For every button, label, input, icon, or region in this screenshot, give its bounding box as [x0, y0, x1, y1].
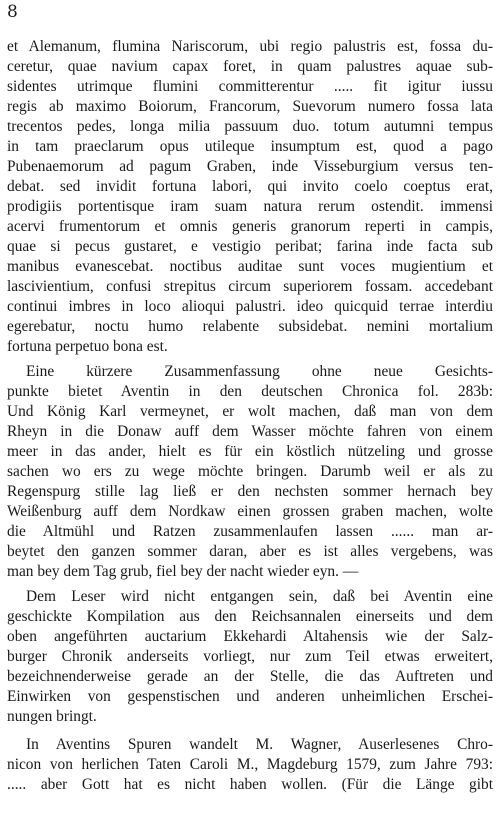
- text-line: oben angeführten auctarium Ekkehardi Altahensis wie der Salz-: [7, 628, 493, 645]
- text-line: prodigiis portentisque iram suam natura rerum ostendit. immensi: [7, 198, 493, 215]
- text-line: Regenspurg stille lag ließ er den nechsten sommer hernach bey: [7, 483, 493, 500]
- text-line: acervi frumentorum et omnis generis granorum reperti in campis,: [7, 218, 493, 235]
- text-line: et Alemanum, flumina Nariscorum, ubi regio palustris est, fossa du-: [7, 38, 493, 55]
- text-line: Rheyn in die Donaw auff dem Wasser möchte fahren von einem: [7, 423, 493, 440]
- text-line: nungen bringt.: [7, 708, 97, 725]
- text-line: debat. sed invidit fortuna labori, qui invito coelo coeptus erat,: [7, 178, 493, 195]
- text-line: ceretur, quae navium capax foret, in quam palustres aquae sub-: [7, 58, 493, 75]
- text-line: manibus evanescebat. noctibus auditae sunt voces mugientium et: [7, 258, 493, 275]
- text-line: burger Chronik anderseits vorliegt, nur zum Teil etwas erweitert,: [7, 648, 493, 665]
- text-line: punkte bietet Aventin in den deutschen Chronica fol. 283b:: [7, 383, 493, 400]
- text-line: sidentes utrimque flumini committerentur ..... fit igitur iussu: [7, 78, 493, 95]
- text-line: in tam praeclarum opus utileque insumptum est, quod a pago: [7, 138, 493, 155]
- text-line: ..... aber Gott hat es nicht haben wollen. (Für die Länge gibt: [7, 776, 493, 793]
- text-line: beytet den ganzen sommer daran, aber es ist alles vergebens, was: [7, 543, 493, 560]
- text-line: Einwirken von gespenstischen und anderen unheimlichen Erschei-: [7, 688, 493, 705]
- text-line: nicon von herlichen Taten Caroli M., Magdeburg 1579, zum Jahre 793:: [7, 756, 493, 773]
- page-number: 8: [7, 2, 18, 22]
- text-line: bezeichnenderweise gerade an der Stelle, die das Auftreten und: [7, 668, 493, 685]
- text-line: regis ab maximo Boiorum, Francorum, Suevorum numero fossa lata: [7, 98, 493, 115]
- text-line: Und König Karl vermeynet, er wolt machen, daß man von dem: [7, 403, 493, 420]
- text-line: Dem Leser wird nicht entgangen sein, daß bei Aventin eine: [26, 588, 493, 605]
- text-line: quae si pecus gustaret, e vestigio peribat; farina inde facta sub: [7, 238, 493, 255]
- text-line: Weißenburg auff dem Nordkaw einen grossen graben machen, wolte: [7, 503, 493, 520]
- text-line: meer in das ander, hielt es für ein köstlich nützeling und grosse: [7, 443, 493, 460]
- text-line: fortuna perpetuo bona est.: [7, 338, 168, 355]
- text-line: sachen wo ers zu wege möchte bringen. Darumb weil er als zu: [7, 463, 493, 480]
- text-line: continui imbres in loco alioqui palustri. ideo quicquid terrae interdiu: [7, 298, 493, 315]
- text-line: trecentos pedes, longa milia passuum duo. totum autumni tempus: [7, 118, 493, 135]
- text-line: die Altmühl und Ratzen zusammenlaufen lassen ...... man ar-: [7, 523, 493, 540]
- text-line: In Aventins Spuren wandelt M. Wagner, Auserlesenes Chro-: [26, 736, 493, 753]
- text-line: egerebatur, noctu humo relabente subsidebat. nemini mortalium: [7, 318, 493, 335]
- text-line: man bey dem Tag grub, fiel bey der nacht wieder eyn. —: [7, 563, 359, 580]
- text-line: Pubenaemorum ad pagum Graben, inde Visseburgium versus ten-: [7, 158, 493, 175]
- text-line: geschickte Kompilation aus den Reichsannalen einerseits und dem: [7, 608, 493, 625]
- text-line: lascivientium, confusi strepitus circum superiorem fossam. accedebant: [7, 278, 493, 295]
- text-line: Eine kürzere Zusammenfassung ohne neue Gesichts-: [26, 363, 493, 380]
